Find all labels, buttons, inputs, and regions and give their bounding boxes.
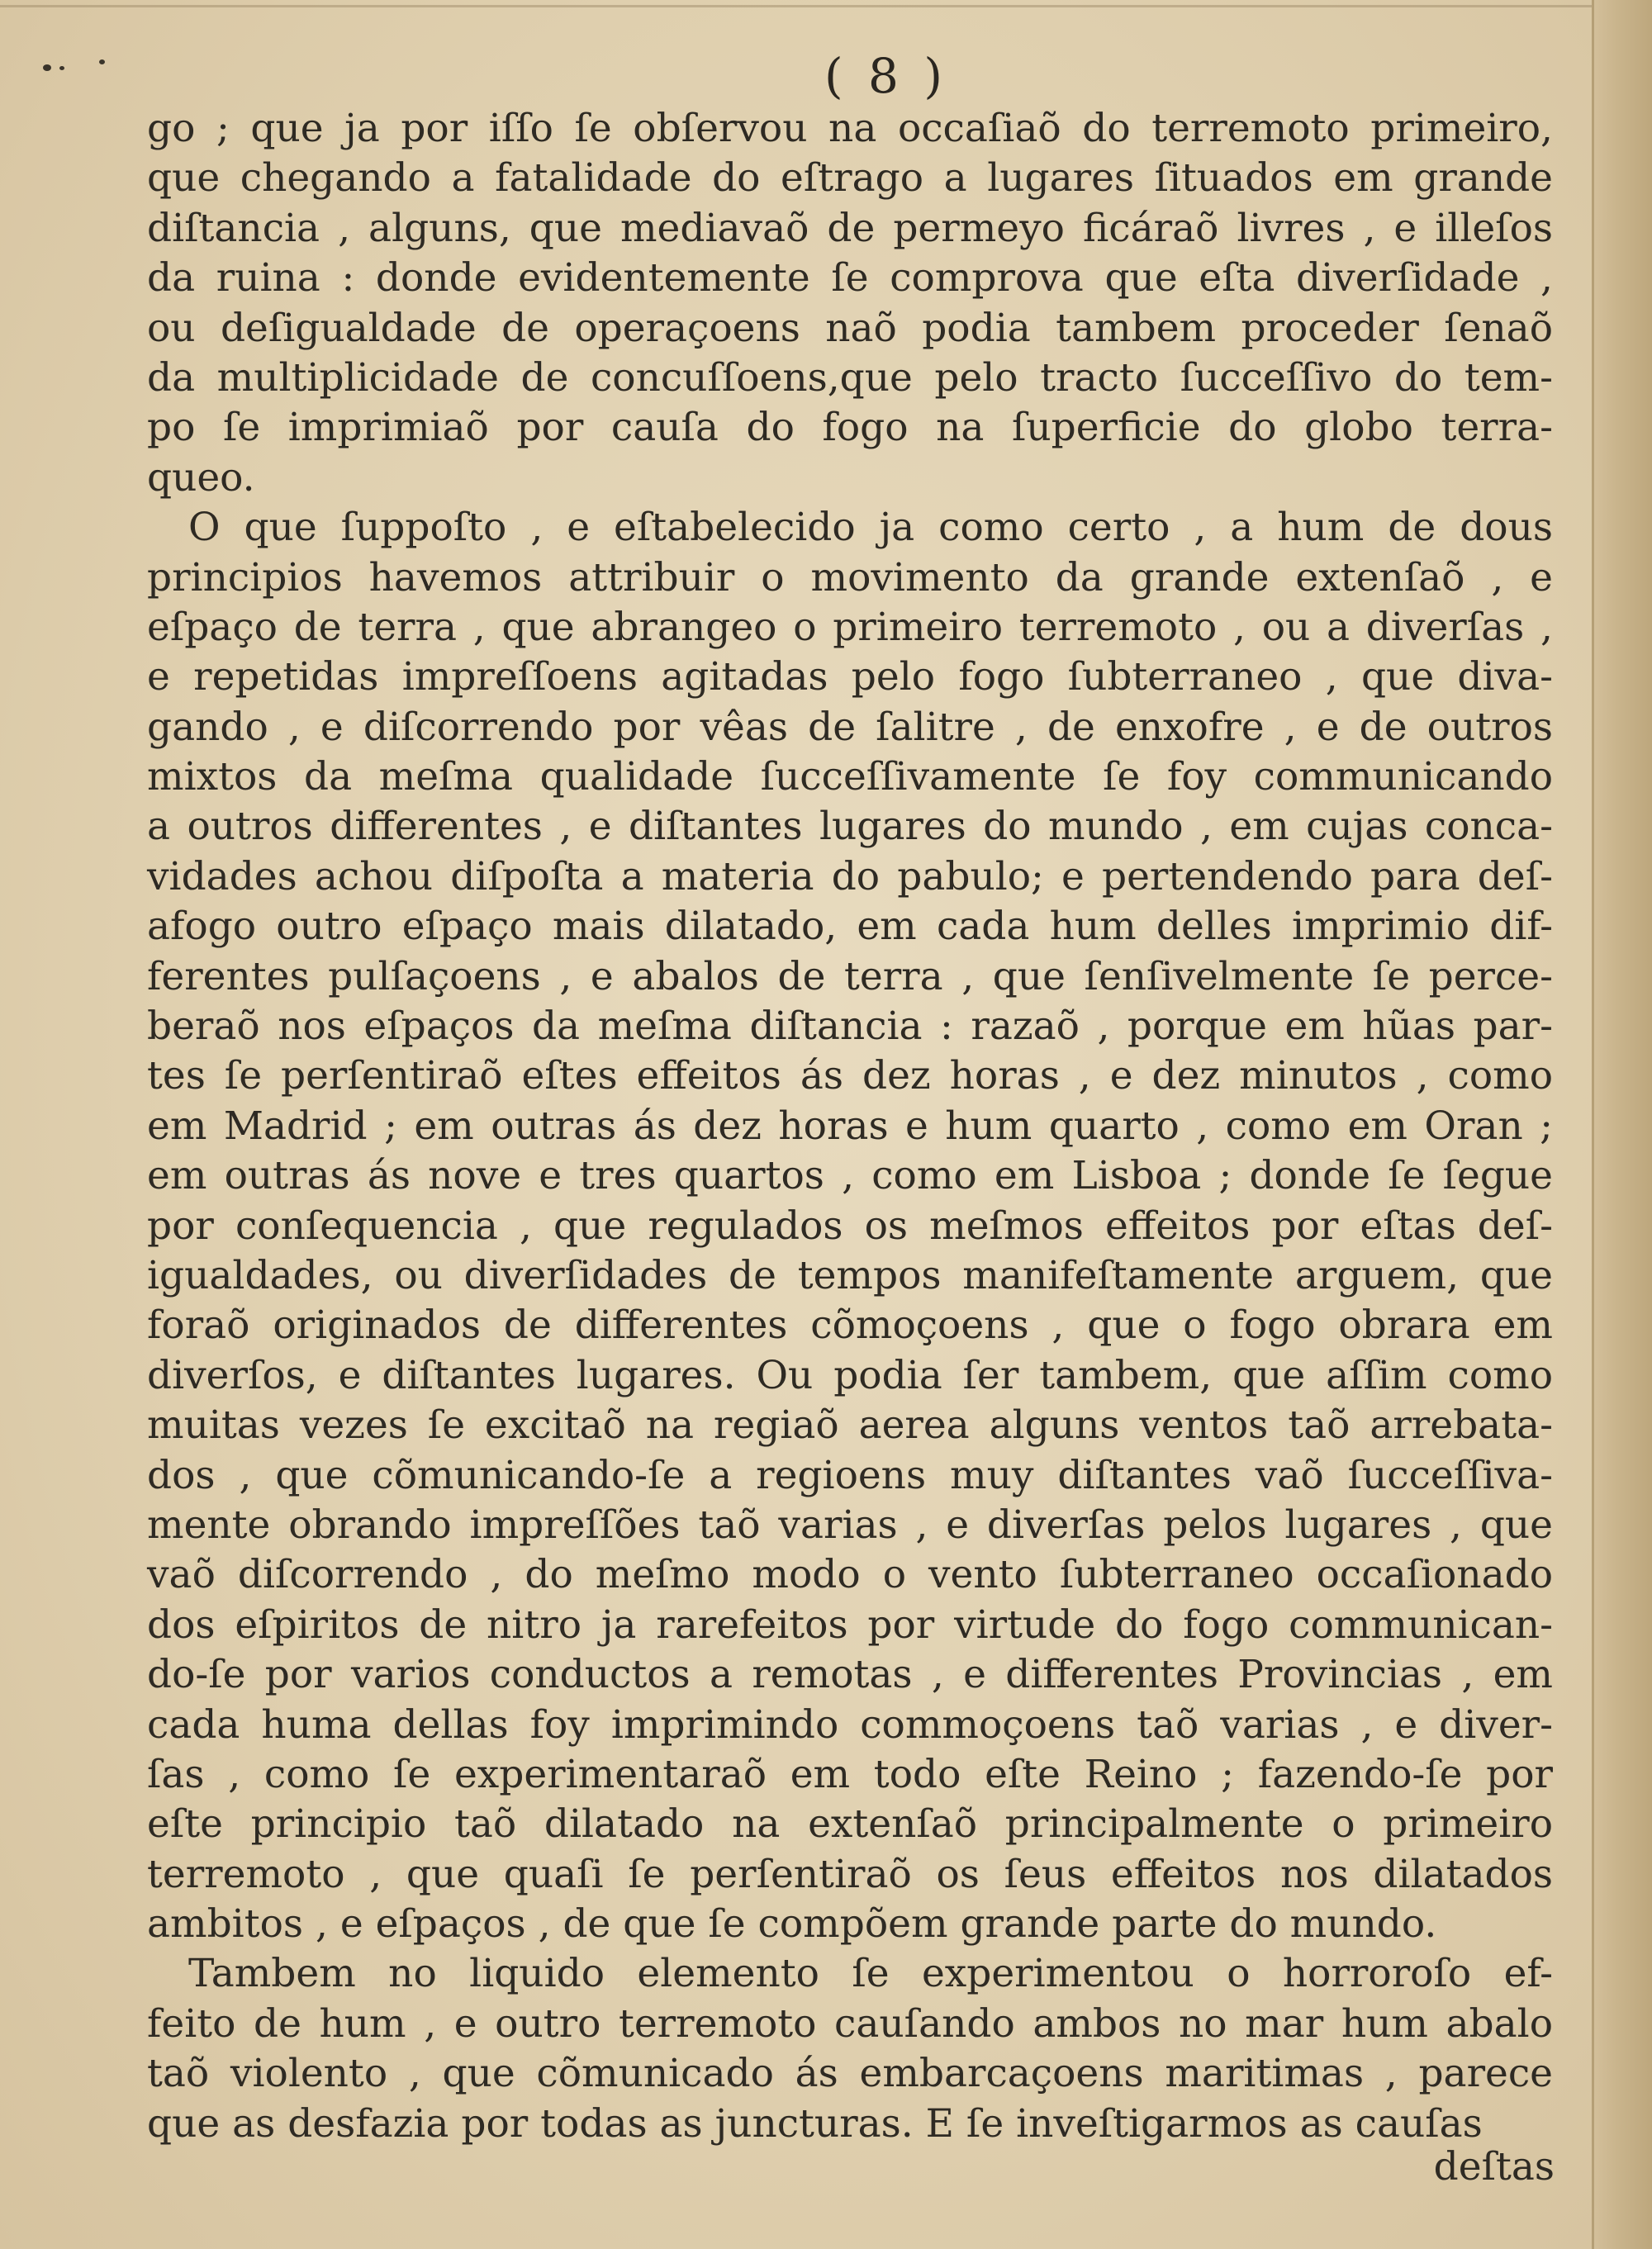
text-line: que as desfazia por todas as juncturas. E ſe inveſtigarmos as cauſas [147, 2100, 1483, 2147]
text-line: feito de hum , e outro terremoto cauſando ambos no mar hum abalo [147, 2000, 1553, 2047]
paragraph [147, 104, 1553, 503]
paragraph [147, 1949, 1553, 2149]
text-line: mixtos da meſma qualidade ſucceſſivamente ſe foy communicando [147, 754, 1553, 800]
text-line: terremoto , que quaſi ſe perſentiraõ os ſeus effeitos nos dilatados [147, 1851, 1553, 1897]
text-line: eſte principio taõ dilatado na extenſaõ principalmente o primeiro [147, 1801, 1553, 1848]
text-line: diſtancia , alguns, que mediavaõ de permeyo ficáraõ livres , e illeſos [147, 205, 1553, 251]
text-line: beraõ nos eſpaços da meſma diſtancia : razaõ , porque em hũas par- [147, 1004, 1553, 1050]
text-line: O que ſuppoſto , e eſtabelecido ja como certo , a hum de dous [188, 505, 1553, 551]
text-line: que chegando a fatalidade do eſtrago a lugares ſituados em grande [147, 155, 1553, 202]
text-line: po ſe imprimiaõ por cauſa do fogo na ſuperficie do globo terra- [147, 405, 1553, 451]
top-edge-rule [0, 5, 1594, 7]
paragraph [147, 503, 1553, 1949]
text-line: diverſos, e diſtantes lugares. Ou podia ſer tambem, que aſſim como [147, 1352, 1553, 1398]
text-line: da multiplicidade de concuſſoens,que pelo tracto ſucceſſivo do tem- [147, 354, 1553, 401]
page-number: ( 8 ) [824, 48, 948, 104]
text-line: ſas , como ſe experimentaraõ em todo eſte Reino ; fazendo-ſe por [147, 1751, 1553, 1797]
text-line: queo. [147, 454, 255, 501]
text-line: e repetidas impreſſoens agitadas pelo fogo ſubterraneo , que diva- [147, 654, 1553, 700]
text-line: do-ſe por varios conductos a remotas , e differentes Provincias , em [147, 1652, 1553, 1698]
text-line: afogo outro eſpaço mais dilatado, em cada hum delles imprimio dif- [147, 904, 1553, 950]
text-line: a outros differentes , e diſtantes lugares do mundo , em cujas conca- [147, 804, 1553, 850]
text-line: ambitos , e eſpaços , de que ſe compõem grande parte do mundo. [147, 1901, 1437, 1948]
catchword: deſtas [1433, 2144, 1555, 2190]
text-line: principios havemos attribuir o movimento da grande extenſaõ , e [147, 554, 1553, 600]
text-line: vidades achou diſpoſta a materia do pabulo; e pertendendo para deſ- [147, 853, 1553, 899]
text-line: igualdades, ou diverſidades de tempos manifeſtamente arguem, que [147, 1252, 1553, 1298]
text-line: vaõ diſcorrendo , do meſmo modo o vento ſubterraneo occaſionado [147, 1552, 1553, 1598]
text-line: cada huma dellas foy imprimindo commoçoens taõ varias , e diver- [147, 1701, 1553, 1748]
text-line: go ; que ja por iſſo ſe obſervou na occaſiaõ do terremoto primeiro, [147, 106, 1553, 151]
text-line: por conſequencia , que regulados os meſmos effeitos por eſtas deſ- [147, 1203, 1553, 1249]
text-line: muitas vezes ſe excitaõ na regiaõ aerea alguns ventos taõ arrebata- [147, 1402, 1553, 1449]
book-spine-shadow [1592, 0, 1652, 2249]
body-text [147, 104, 1553, 2149]
text-line: taõ violento , que cõmunicado ás embarcaçoens maritimas , parece [147, 2051, 1553, 2097]
text-line: Tambem no liquido elemento ſe experimentou o horroroſo ef- [188, 1951, 1553, 1997]
text-line: em Madrid ; em outras ás dez horas e hum quarto , como em Oran ; [147, 1103, 1553, 1149]
text-line: eſpaço de terra , que abrangeo o primeiro terremoto , ou a diverſas , [147, 604, 1553, 650]
text-line: em outras ás nove e tres quartos , como em Lisboa ; donde ſe ſegue [147, 1153, 1553, 1199]
text-line: ferentes pulſaçoens , e abalos de terra , que ſenſivelmente ſe perce- [147, 953, 1553, 999]
text-line: foraõ originados de differentes cõmoçoens , que o fogo obrara em [147, 1302, 1553, 1349]
text-line: mente obrando impreſſões taõ varias , e diverſas pelos lugares , que [147, 1502, 1553, 1548]
text-line: dos eſpiritos de nitro ja rarefeitos por virtude do fogo communican- [147, 1601, 1553, 1648]
text-line: da ruina : donde evidentemente ſe comprova que eſta diverſidade , [147, 255, 1553, 301]
text-line: dos , que cõmunicando-ſe a regioens muy diſtantes vaõ ſucceſſiva- [147, 1452, 1553, 1498]
text-line: gando , e diſcorrendo por vêas de ſalitre , de enxofre , e de outros [147, 704, 1553, 750]
text-line: ou deſigualdade de operaçoens naõ podia tambem proceder ſenaõ [147, 305, 1553, 351]
text-line: tes ſe perſentiraõ eſtes effeitos ás dez horas , e dez minutos , como [147, 1053, 1553, 1099]
